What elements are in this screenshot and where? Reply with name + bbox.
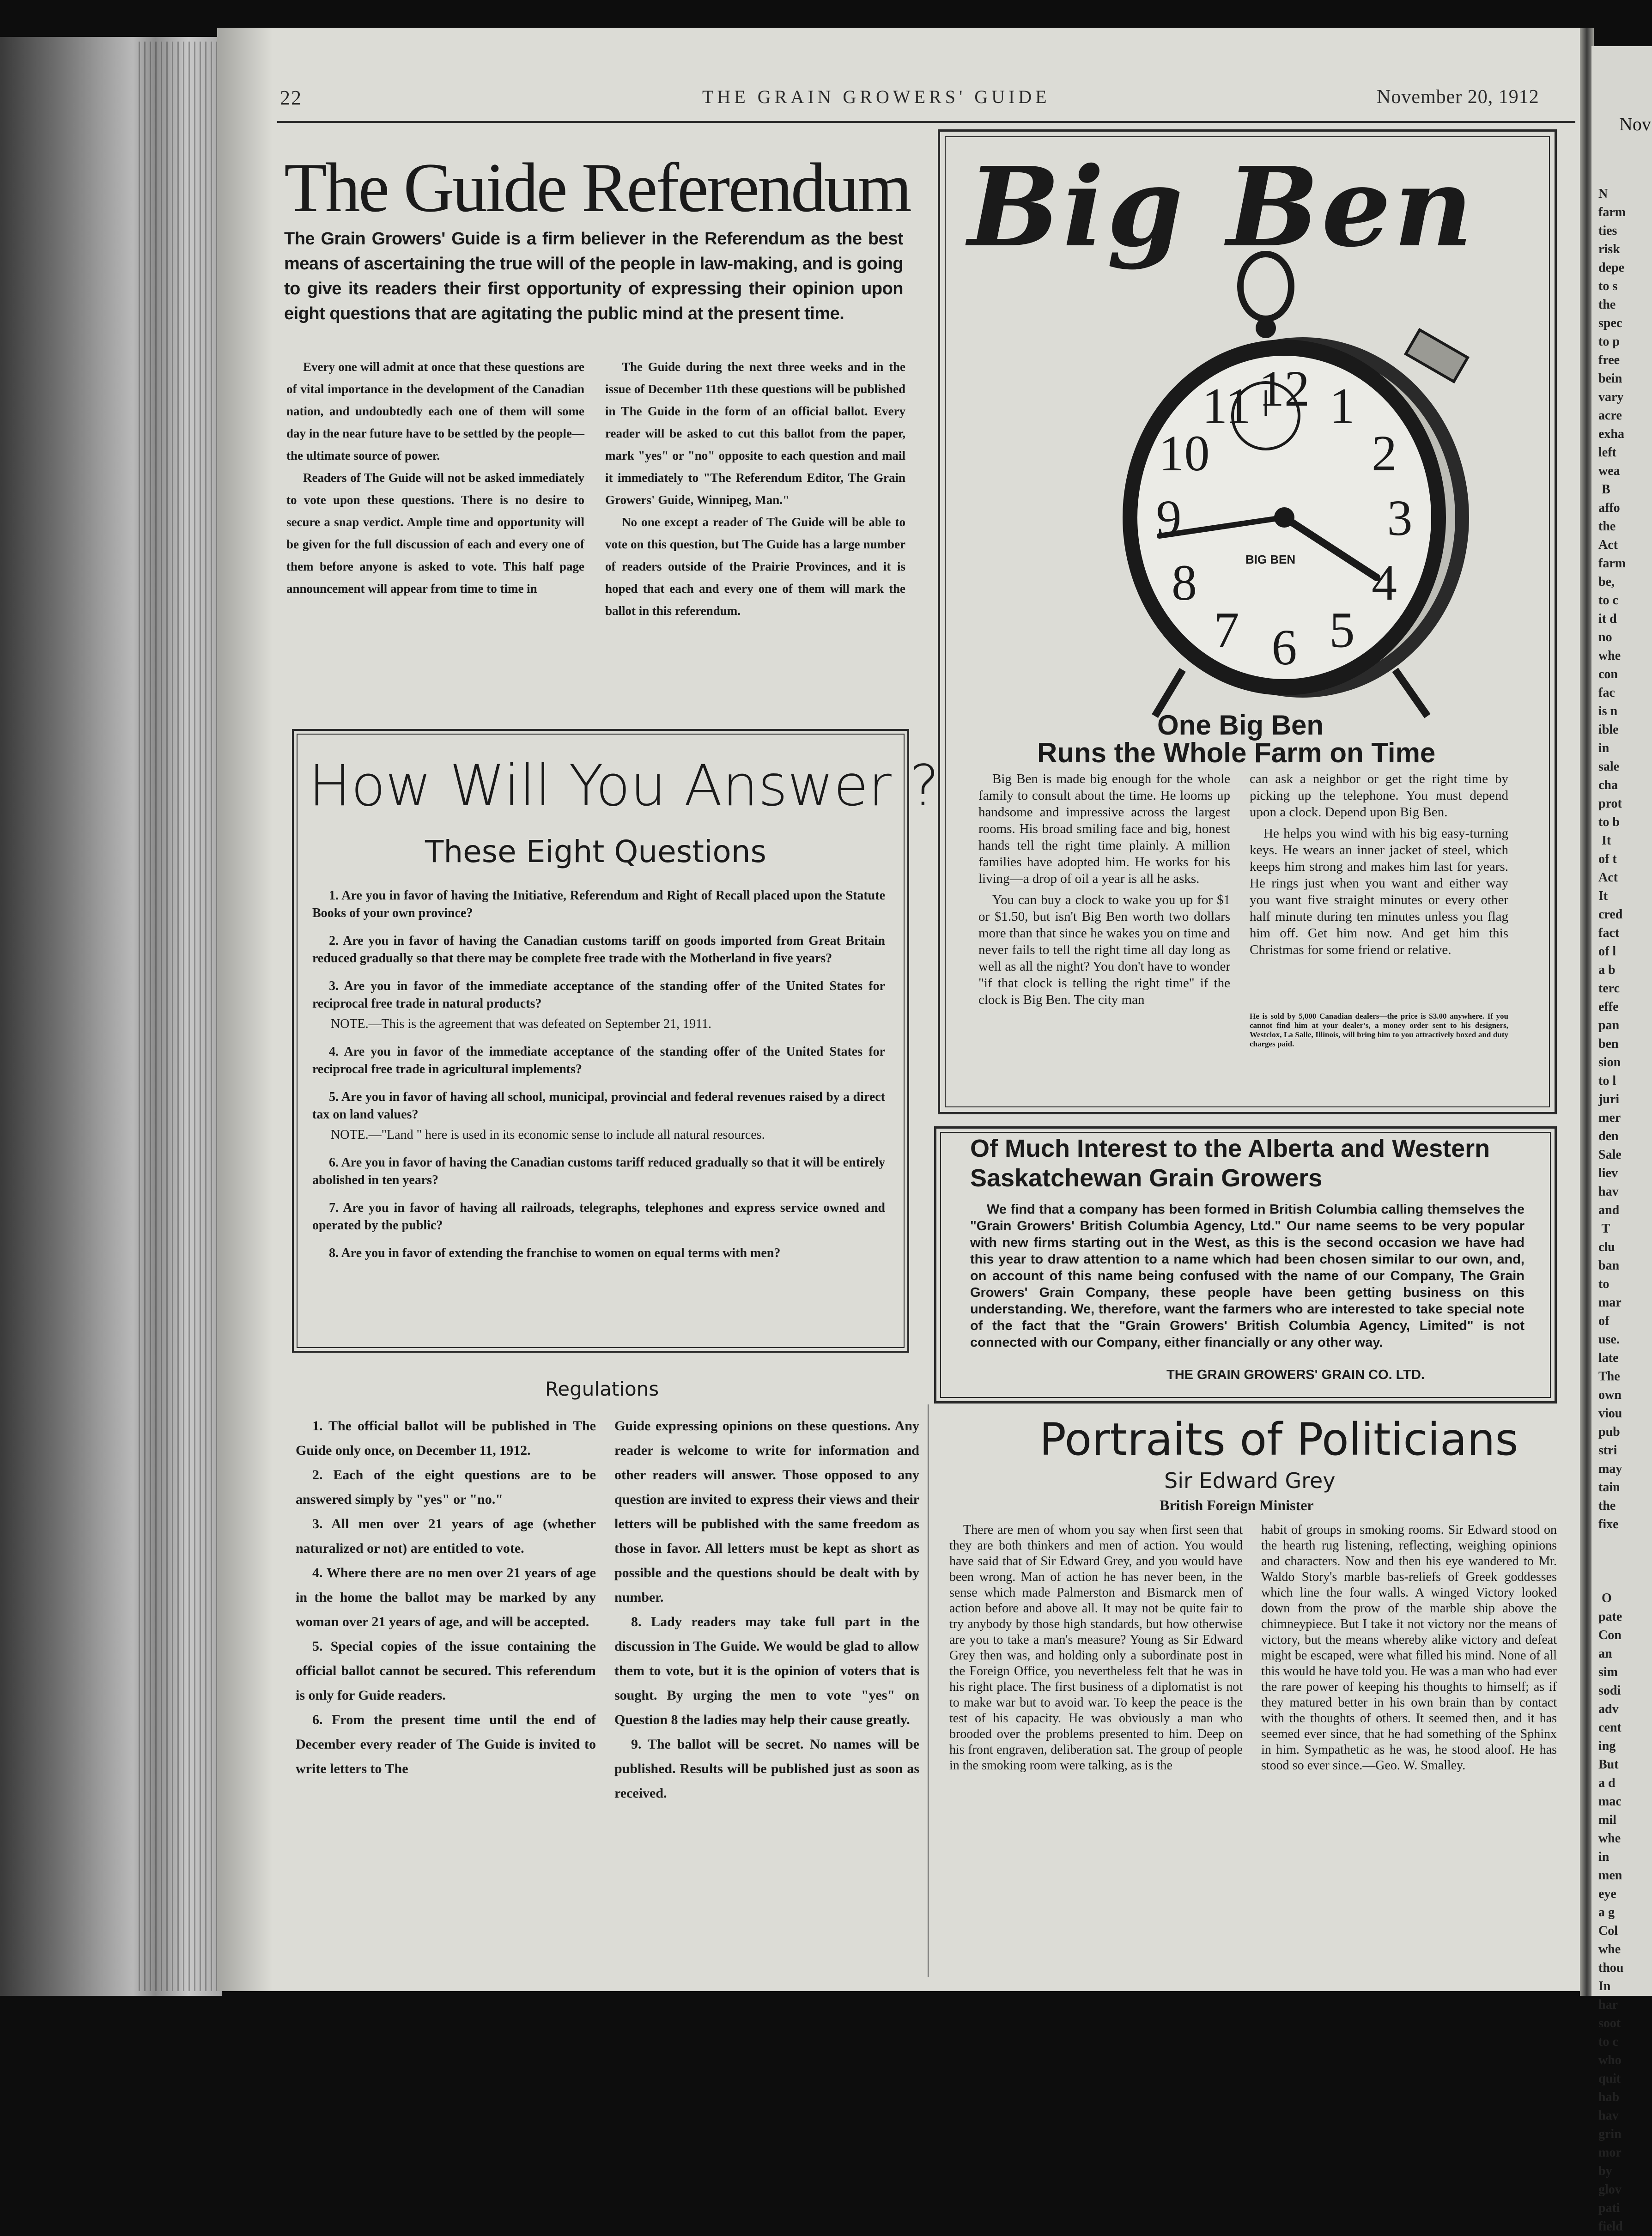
question-8: 8. Are you in favor of extending the franchise to women on equal terms with men? bbox=[329, 1246, 781, 1260]
questions-subtitle: These Eight Questions bbox=[425, 834, 766, 869]
questions-list bbox=[312, 887, 885, 1272]
regulations-column-1 bbox=[296, 1414, 596, 1781]
portraits-subject: Sir Edward Grey bbox=[1164, 1468, 1336, 1493]
dial-number: 1 bbox=[1329, 377, 1355, 434]
clock-ring bbox=[1240, 254, 1291, 319]
paragraph: The Guide during the next three weeks and in the issue of December 11th these questions will be published in The Guide in the form of an official ballot. Every reader will be asked to cut this ballot from the paper, mark "yes" or "no" opposite to each question and mail it immediately to "The Referendum Editor, The Grain Growers' Guide, Winnipeg, Man." bbox=[605, 360, 905, 507]
regulation: Guide expressing opinions on these questions. Any reader is welcome to write for information and other readers will answer. Those opposed to any question are invited to express their views and their letters will be published with the same freedom as those in favor. All letters must be kept as short as possible and the questions should be dealt with by number. bbox=[614, 1418, 919, 1605]
portraits-role: British Foreign Minister bbox=[1160, 1497, 1314, 1513]
portraits-column-1 bbox=[949, 1522, 1243, 1774]
ad-column-2 bbox=[1250, 771, 1508, 963]
question-4: 4. Are you in favor of the immediate acceptance of the standing offer of the United States for reciprocal free trade in agricultural implements? bbox=[312, 1045, 885, 1076]
dial-number: 3 bbox=[1387, 490, 1413, 546]
portraits-column-2 bbox=[1261, 1522, 1557, 1774]
ad-headline-2: Runs the Whole Farm on Time bbox=[1037, 737, 1436, 768]
masthead: THE GRAIN GROWERS' GUIDE bbox=[702, 86, 1051, 107]
notice-signature: THE GRAIN GROWERS' GRAIN CO. LTD. bbox=[1166, 1367, 1425, 1382]
dial-number: 9 bbox=[1156, 490, 1182, 546]
dial-number: 11 bbox=[1202, 377, 1251, 434]
ad-paragraph: can ask a neighbor or get the right time by picking up the telephone. You must depend upon a clock. Depend upon Big Ben. bbox=[1250, 772, 1508, 820]
regulations-column-2 bbox=[614, 1414, 919, 1805]
referendum-intro: The Grain Growers' Guide is a firm believer in the Referendum as the best means of ascertaining the true will of the people in law-making, and is going to give its readers their first opportunity of expressing their opinion upon eight questions that are agitating the public mind at the present time. bbox=[284, 229, 903, 323]
dial-label: BIG BEN bbox=[1245, 553, 1296, 566]
next-page-text: N farm ties risk depe to s the spec to p free bein vary acre exha left wea B affo the Act farm be, to c it d no whe con fac is n ible in sale cha prot to b It of t Act It cred fact of l a b terc effe pan ben sion to l juri mer den Sale liev hav and T clu ban to mar of use. late The own viou pub stri may tain the fixe O pate Con an sim sodi adv cent ing But a d mac mil whe in men eye a g Col whe thou In har soot to c who quit hab hav grin mor by glov pati field bbox=[1598, 187, 1626, 2234]
regulations-title: Regulations bbox=[545, 1378, 659, 1400]
page-gutter-shadow bbox=[217, 28, 273, 1991]
paragraph: Readers of The Guide will not be asked immediately to vote upon these questions. There is no desire to secure a snap verdict. Ample time and opportunity will be given for the full discussion of each and every one of them before anyone is asked to vote. This half page announcement will appear from time to time in bbox=[286, 471, 584, 595]
ad-fine-print: He is sold by 5,000 Canadian dealers—the price is $3.00 anywhere. If you cannot find him at your dealer's, a money order sent to his designers, Westclox, La Salle, Illinois, will bring him to you attractively boxed and duty charges paid. bbox=[1250, 1012, 1508, 1048]
question-2: 2. Are you in favor of having the Canadian customs tariff on goods imported from Great Britain reduced gradually so that there may be complete free trade with the Motherland in five years? bbox=[312, 934, 885, 966]
regulation: 2. Each of the eight questions are to be answered simply by "yes" or "no." bbox=[296, 1467, 596, 1507]
page-number: 22 bbox=[280, 86, 302, 109]
regulation: 1. The official ballot will be published in The Guide only once, on December 11, 1912. bbox=[296, 1418, 596, 1458]
regulation: 9. The ballot will be secret. No names will be published. Results will be published just as soon as received. bbox=[614, 1737, 919, 1801]
regulation: 6. From the present time until the end of December every reader of The Guide is invited to write letters to The bbox=[296, 1712, 596, 1776]
ad-column-1 bbox=[978, 771, 1230, 1013]
notice-body: We find that a company has been formed in British Columbia calling themselves the "Grain Growers' British Columbia Agency, Ltd." Our name seems to be very popular with new firms starting out in the West, as this is the second occasion we have had this year to draw attention to a name which had been chosen similar to our own, and, on account of this name being confused with the name of our Company, The Grain Growers' Grain Company, these people have been getting business on this understanding. We, therefore, want the farmers who are interested to take special note of the fact that the "Grain Growers' British Columbia Agency, Limited" is not connected with our Company, either financially or any other way. bbox=[970, 1202, 1524, 1350]
clock-foot-right bbox=[1395, 670, 1427, 716]
ad-paragraph: You can buy a clock to wake you up for $1 or $1.50, but isn't Big Ben worth two dollars more than that since he wakes you on time and never fails to tell the right time all day long as well as all the night? You don't have to wonder "if that clock is telling the right time" if the clock is Big Ben. The city man bbox=[978, 893, 1230, 1007]
dial-number: 7 bbox=[1214, 602, 1239, 658]
regulation: 4. Where there are no men over 21 years of age in the home the ballot may be marked by any woman over 21 years of age, and will be accepted. bbox=[296, 1565, 596, 1629]
dial-number: 2 bbox=[1372, 425, 1397, 481]
questions-title: How Will You Answer ? bbox=[309, 753, 940, 819]
column-rule bbox=[928, 1404, 929, 1977]
dial-number: 5 bbox=[1329, 602, 1355, 658]
alarm-clock-illustration bbox=[1044, 259, 1488, 721]
clock-knob bbox=[1256, 318, 1276, 338]
question-7: 7. Are you in favor of having all railroads, telegraphs, telephones and express service owned and operated by the public? bbox=[312, 1201, 885, 1233]
paragraph: There are men of whom you say when first seen that they are both thinkers and men of action. You would have said that of Sir Edward Grey, and you would have been wrong. Man of action he has never been, in the sense which made Palmerston and Bismarck men of action before and above all. It may not be quite fair to try anybody by those high standards, but how otherwise are you to take a man's measure? Young as Sir Edward Grey then was, and holding only a subordinate post in the Foreign Office, you nevertheless felt that he was in his right place. The first business of a diplomatist is not to make war but to avoid war. To keep the peace is the test of his capacity. He was obviously a man who brooded over the problems presented to him. Deep on his front engraven, deliberation sat. The group of people in the smoking room were talking, as is the bbox=[949, 1523, 1243, 1773]
ad-paragraph: He helps you wind with his big easy-turning keys. He wears an inner jacket of steel, which keeps him strong and makes him last for years. He rings just when you want and either way you want five straight minutes or every other half minute during ten minutes unless you flag him off. Get him now. And get him this Christmas for some friend or relative. bbox=[1250, 826, 1508, 957]
dial-number: 10 bbox=[1159, 425, 1210, 481]
dial-number: 4 bbox=[1372, 554, 1397, 611]
regulation: 3. All men over 21 years of age (whether naturalized or not) are entitled to vote. bbox=[296, 1516, 596, 1556]
regulation: 8. Lady readers may take full part in the discussion in The Guide. We would be glad to allow them to vote, but it is the opinion of voters that is sought. By urging the men to vote "yes" on Question 8 the ladies may help their cause greatly. bbox=[614, 1614, 919, 1727]
question-3: 3. Are you in favor of the immediate acceptance of the standing offer of the United States for reciprocal free trade in natural products? bbox=[312, 979, 885, 1011]
ad-headline-1: One Big Ben bbox=[1157, 710, 1324, 741]
question-5: 5. Are you in favor of having all school, municipal, provincial and federal revenues raised by a direct tax on land values? bbox=[312, 1090, 885, 1122]
notice-title: Of Much Interest to the Alberta and Western Saskatchewan Grain Growers bbox=[970, 1135, 1490, 1192]
clock-key bbox=[1406, 330, 1468, 382]
ad-paragraph: Big Ben is made big enough for the whole family to consult about the time. He looms up handsome and impressive across the largest rooms. His broad smiling face and big, honest hands tell the right time plainly. A million families have adopted him. He works for his living—a drop of oil a year is all he asks. bbox=[978, 772, 1230, 886]
referendum-column-1 bbox=[286, 356, 584, 600]
question-3-note: NOTE.—This is the agreement that was defeated on September 21, 1911. bbox=[331, 1017, 711, 1031]
header-rule bbox=[277, 121, 1575, 123]
paragraph: Every one will admit at once that these questions are of vital importance in the development of the Canadian nation, and undoubtedly each one of them will some day in the near future have to be settled by the people—the ultimate source of power. bbox=[286, 360, 584, 462]
hand-hub bbox=[1274, 507, 1294, 528]
paragraph: No one except a reader of The Guide will be able to vote on this question, but The Guide has a large number of readers outside of the Prairie Provinces, and it is hoped that each and every one of them will mark the ballot in this referendum. bbox=[605, 515, 905, 618]
question-5-note: NOTE.—"Land " here is used in its economic sense to include all natural resources. bbox=[331, 1128, 765, 1142]
page-stack-lines bbox=[139, 42, 217, 1991]
big-ben-logo: Big Ben bbox=[968, 143, 1476, 271]
regulation: 5. Special copies of the issue containing the official ballot cannot be secured. This referendum is only for Guide readers. bbox=[296, 1639, 596, 1703]
referendum-column-2 bbox=[605, 356, 905, 622]
question-1: 1. Are you in favor of having the Initiative, Referendum and Right of Recall placed upon the Statute Books of your own province? bbox=[312, 888, 885, 920]
next-page-header: Nov bbox=[1619, 114, 1651, 134]
dial-number: 6 bbox=[1271, 619, 1297, 675]
dial-number: 12 bbox=[1259, 360, 1310, 417]
question-6: 6. Are you in favor of having the Canadian customs tariff reduced gradually so that it will be entirely abolished in ten years? bbox=[312, 1155, 885, 1187]
issue-date: November 20, 1912 bbox=[1377, 86, 1539, 108]
referendum-title: The Guide Referendum bbox=[284, 149, 911, 226]
paragraph: habit of groups in smoking rooms. Sir Edward stood on the hearth rug listening, reflecting, weighing opinions and characters. Now and then his eye wandered to Mr. Waldo Story's marble bas-reliefs of Greek goddesses which line the four walls. A winged Victory looked down from the prow of the marble ship above the chimneypiece. But I take it not victory nor the means of victory, but the means whereby alike victory and defeat might be escaped, were what filled his mind. None of all this would he have told you. He was a man who had ever the rare power of keeping his thoughts to himself; as if they matured better in his own brain than by contact with the thoughts of others. It seemed then, and it has seemed ever since, that he had something of the Sphinx in him. Sympathetic as he was, he stood aloof. He has stood so ever since.—Geo. W. Smalley. bbox=[1261, 1523, 1557, 1773]
dial-number: 8 bbox=[1172, 554, 1197, 611]
portraits-title: Portraits of Politicians bbox=[1039, 1414, 1518, 1465]
